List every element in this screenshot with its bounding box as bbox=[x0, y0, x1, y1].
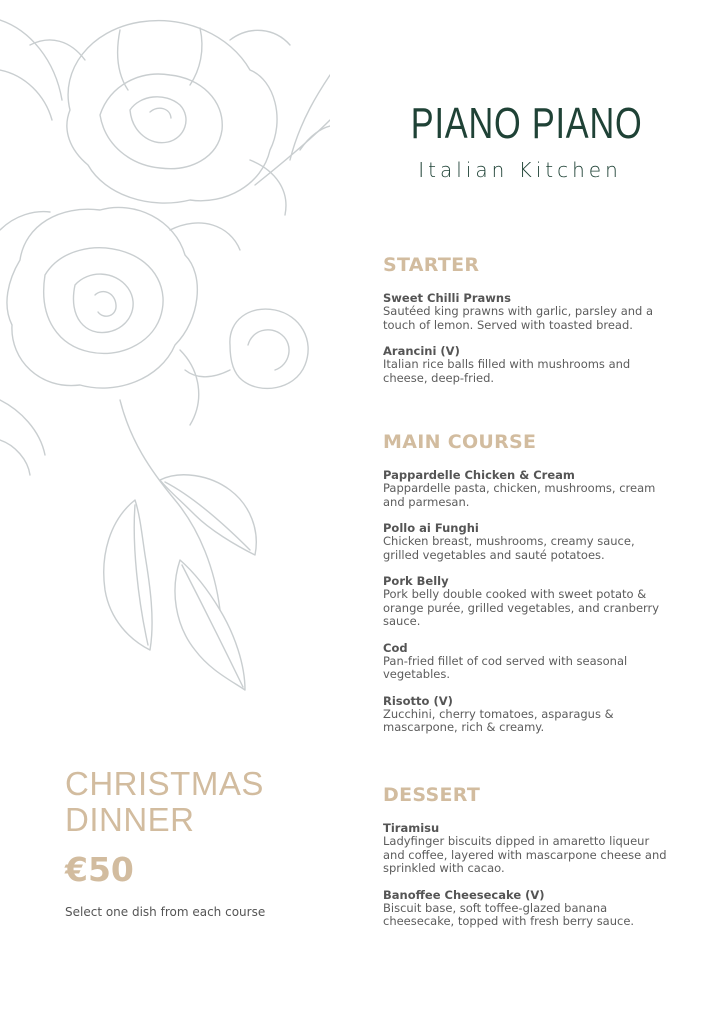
section-starter bbox=[383, 254, 673, 398]
dish-name: Risotto (V) bbox=[383, 693, 453, 708]
dish-item bbox=[383, 292, 673, 332]
section-title: MAIN COURSE bbox=[383, 431, 537, 453]
section-title: STARTER bbox=[383, 254, 480, 276]
dish-item bbox=[383, 522, 673, 562]
dish-description: Zucchini, cherry tomatoes, asparagus & mascarpone, rich & creamy. bbox=[383, 706, 614, 734]
dish-description: Chicken breast, mushrooms, creamy sauce, grilled vegetables and sauté potatoes. bbox=[383, 534, 635, 562]
brand-tagline: Italian Kitchen bbox=[418, 158, 622, 182]
dish-description: Sautéed king prawns with garlic, parsley and a touch of lemon. Served with toasted bread. bbox=[383, 304, 654, 332]
section-main-course bbox=[383, 431, 673, 748]
menu-title-line: DINNER bbox=[65, 801, 195, 838]
dish-name: Pork Belly bbox=[383, 574, 449, 588]
dish-name: Sweet Chilli Prawns bbox=[383, 291, 511, 305]
dish-name: Pappardelle Chicken & Cream bbox=[383, 468, 575, 482]
menu-title-block bbox=[65, 766, 325, 919]
section-title: DESSERT bbox=[383, 784, 481, 806]
dish-name: Pollo ai Funghi bbox=[383, 521, 479, 535]
dish-item bbox=[383, 889, 673, 929]
dish-description: Biscuit base, soft toffee-glazed banana cheesecake, topped with fresh berry sauce. bbox=[383, 900, 635, 928]
menu-title-line: CHRISTMAS bbox=[65, 765, 264, 802]
menu-price: €50 bbox=[65, 850, 134, 889]
floral-illustration bbox=[0, 0, 330, 720]
dish-item bbox=[383, 575, 673, 629]
dish-item bbox=[383, 695, 673, 735]
dish-description: Pappardelle pasta, chicken, mushrooms, cream and parmesan. bbox=[383, 481, 656, 509]
dish-name: Arancini (V) bbox=[383, 344, 460, 358]
dish-name: Tiramisu bbox=[383, 821, 440, 835]
dish-name: Cod bbox=[383, 640, 408, 655]
dish-description: Italian rice balls filled with mushrooms and cheese, deep-fried. bbox=[383, 357, 631, 385]
dish-description: Ladyfinger biscuits dipped in amaretto liqueur and coffee, layered with mascarpone cheese and sprinkled with cacao. bbox=[383, 834, 667, 875]
dish-description: Pan-fried fillet of cod served with seasonal vegetables. bbox=[383, 653, 628, 681]
brand-header bbox=[380, 98, 660, 182]
menu-title bbox=[65, 766, 325, 838]
dish-item bbox=[383, 469, 673, 509]
dish-description: Pork belly double cooked with sweet potato & orange purée, grilled vegetables, and cranberry sauce. bbox=[383, 587, 660, 628]
menu-note: Select one dish from each course bbox=[65, 905, 266, 919]
dish-item bbox=[383, 822, 673, 876]
dish-item bbox=[383, 345, 673, 385]
section-dessert bbox=[383, 784, 673, 942]
dish-item bbox=[383, 642, 673, 682]
brand-name: PIANO PIANO bbox=[410, 99, 643, 148]
dish-name: Banoffee Cheesecake (V) bbox=[383, 887, 545, 902]
